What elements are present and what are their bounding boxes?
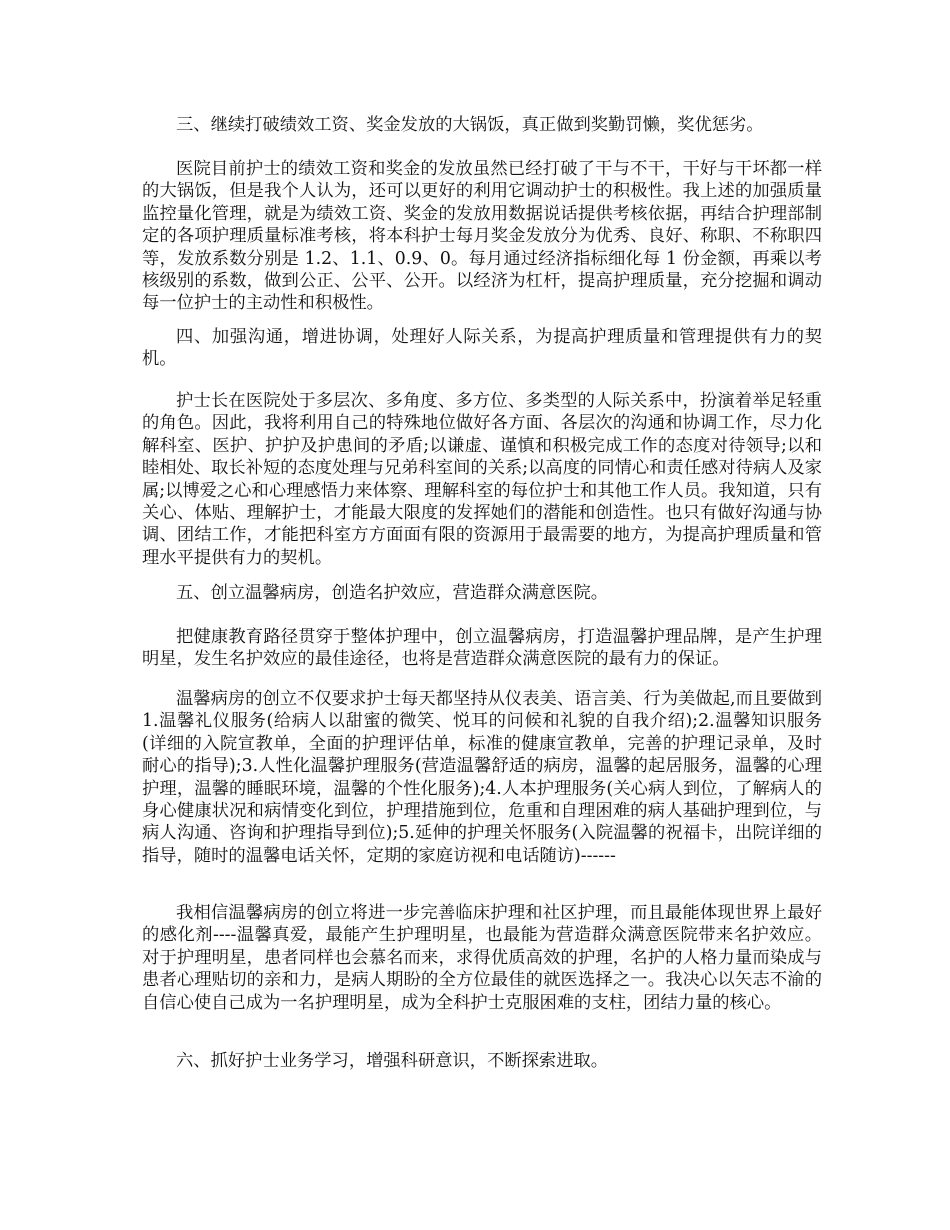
- body-paragraph: 把健康教育路径贯穿于整体护理中，创立温馨病房，打造温馨护理品牌，是产生护理明星，发生名护效应的最佳途径，也将是营造群众满意医院的最有力的保证。: [142, 627, 822, 670]
- body-paragraph: 我相信温馨病房的创立将进一步完善临床护理和社区护理，而且最能体现世界上最好的感化剂----温馨真爱，最能产生护理明星，也最能为营造群众满意医院带来名护效应。对于护理明星，患者同样也会慕名而来，求得优质高效的护理，名护的人格力量而染成与患者心理贴切的亲和力，是病人期盼的全方位最佳的就医选择之一。我决心以矢志不渝的自信心使自己成为一名护理明星，成为全科护士克服困难的支柱，团结力量的核心。: [142, 903, 822, 1013]
- section-heading-6: 六、抓好护士业务学习，增强科研意识，不断探索进取。: [176, 1051, 609, 1071]
- body-paragraph: 医院目前护士的绩效工资和奖金的发放虽然已经打破了干与不干，干好与干坏都一样的大锅饭，但是我个人认为，还可以更好的利用它调动护士的积极性。我上述的加强质量监控量化管理，就是为绩效工资、奖金的发放用数据说话提供考核依据，再结合护理部制定的各项护理质量标准考核，将本科护士每月奖金发放分为优秀、良好、称职、不称职四等，发放系数分别是 1.2、1.1、0.9、0。每月通过经济指标细化每 1 份金额，再乘以考核级别的系数，做到公正、公平、公开。以经济为杠杆，提高护理质量，充分挖掘和调动每一位护士的主动性和积极性。: [142, 159, 822, 314]
- section-heading-5: 五、创立温馨病房，创造名护效应，营造群众满意医院。: [176, 583, 609, 603]
- body-paragraph: 护士长在医院处于多层次、多角度、多方位、多类型的人际关系中，扮演着举足轻重的角色。因此，我将利用自己的特殊地位做好各方面、各层次的沟通和协调工作，尽力化解科室、医护、护护及护患间的矛盾;以谦虚、谨慎和积极完成工作的态度对待领导;以和睦相处、取长补短的态度处理与兄弟科室间的关系;以高度的同情心和责任感对待病人及家属;以博爱之心和心理感悟力来体察、理解科室的每位护士和其他工作人员。我知道，只有关心、体贴、理解护士，才能最大限度的发挥她们的潜能和创造性。也只有做好沟通与协调、团结工作，才能把科室方方面面有限的资源用于最需要的地方，为提高护理质量和管理水平提供有力的契机。: [142, 391, 822, 568]
- section-heading-3: 三、继续打破绩效工资、奖金发放的大锅饭，真正做到奖勤罚懒，奖优惩劣。: [176, 115, 764, 135]
- section-heading-4: 四、加强沟通，增进协调，处理好人际关系，为提高护理质量和管理提供有力的契机。: [142, 327, 822, 370]
- body-paragraph: 温馨病房的创立不仅要求护士每天都坚持从仪表美、语言美、行为美做起,而且要做到 1.温馨礼仪服务(给病人以甜蜜的微笑、悦耳的问候和礼貌的自我介绍);2.温馨知识服务(详细的入院宣教单，全面的护理评估单，标准的健康宣教单，完善的护理记录单，及时耐心的指导);3.人性化温馨护理服务(营造温馨舒适的病房，温馨的起居服务，温馨的心理护理，温馨的睡眠环境，温馨的个性化服务);4.人本护理服务(关心病人到位，了解病人的身心健康状况和病情变化到位，护理措施到位，危重和自理困难的病人基础护理到位，与病人沟通、咨询和护理指导到位);5.延伸的护理关怀服务(入院温馨的祝福卡，出院详细的指导，随时的温馨电话关怀，定期的家庭访视和电话随访)------: [142, 689, 822, 866]
